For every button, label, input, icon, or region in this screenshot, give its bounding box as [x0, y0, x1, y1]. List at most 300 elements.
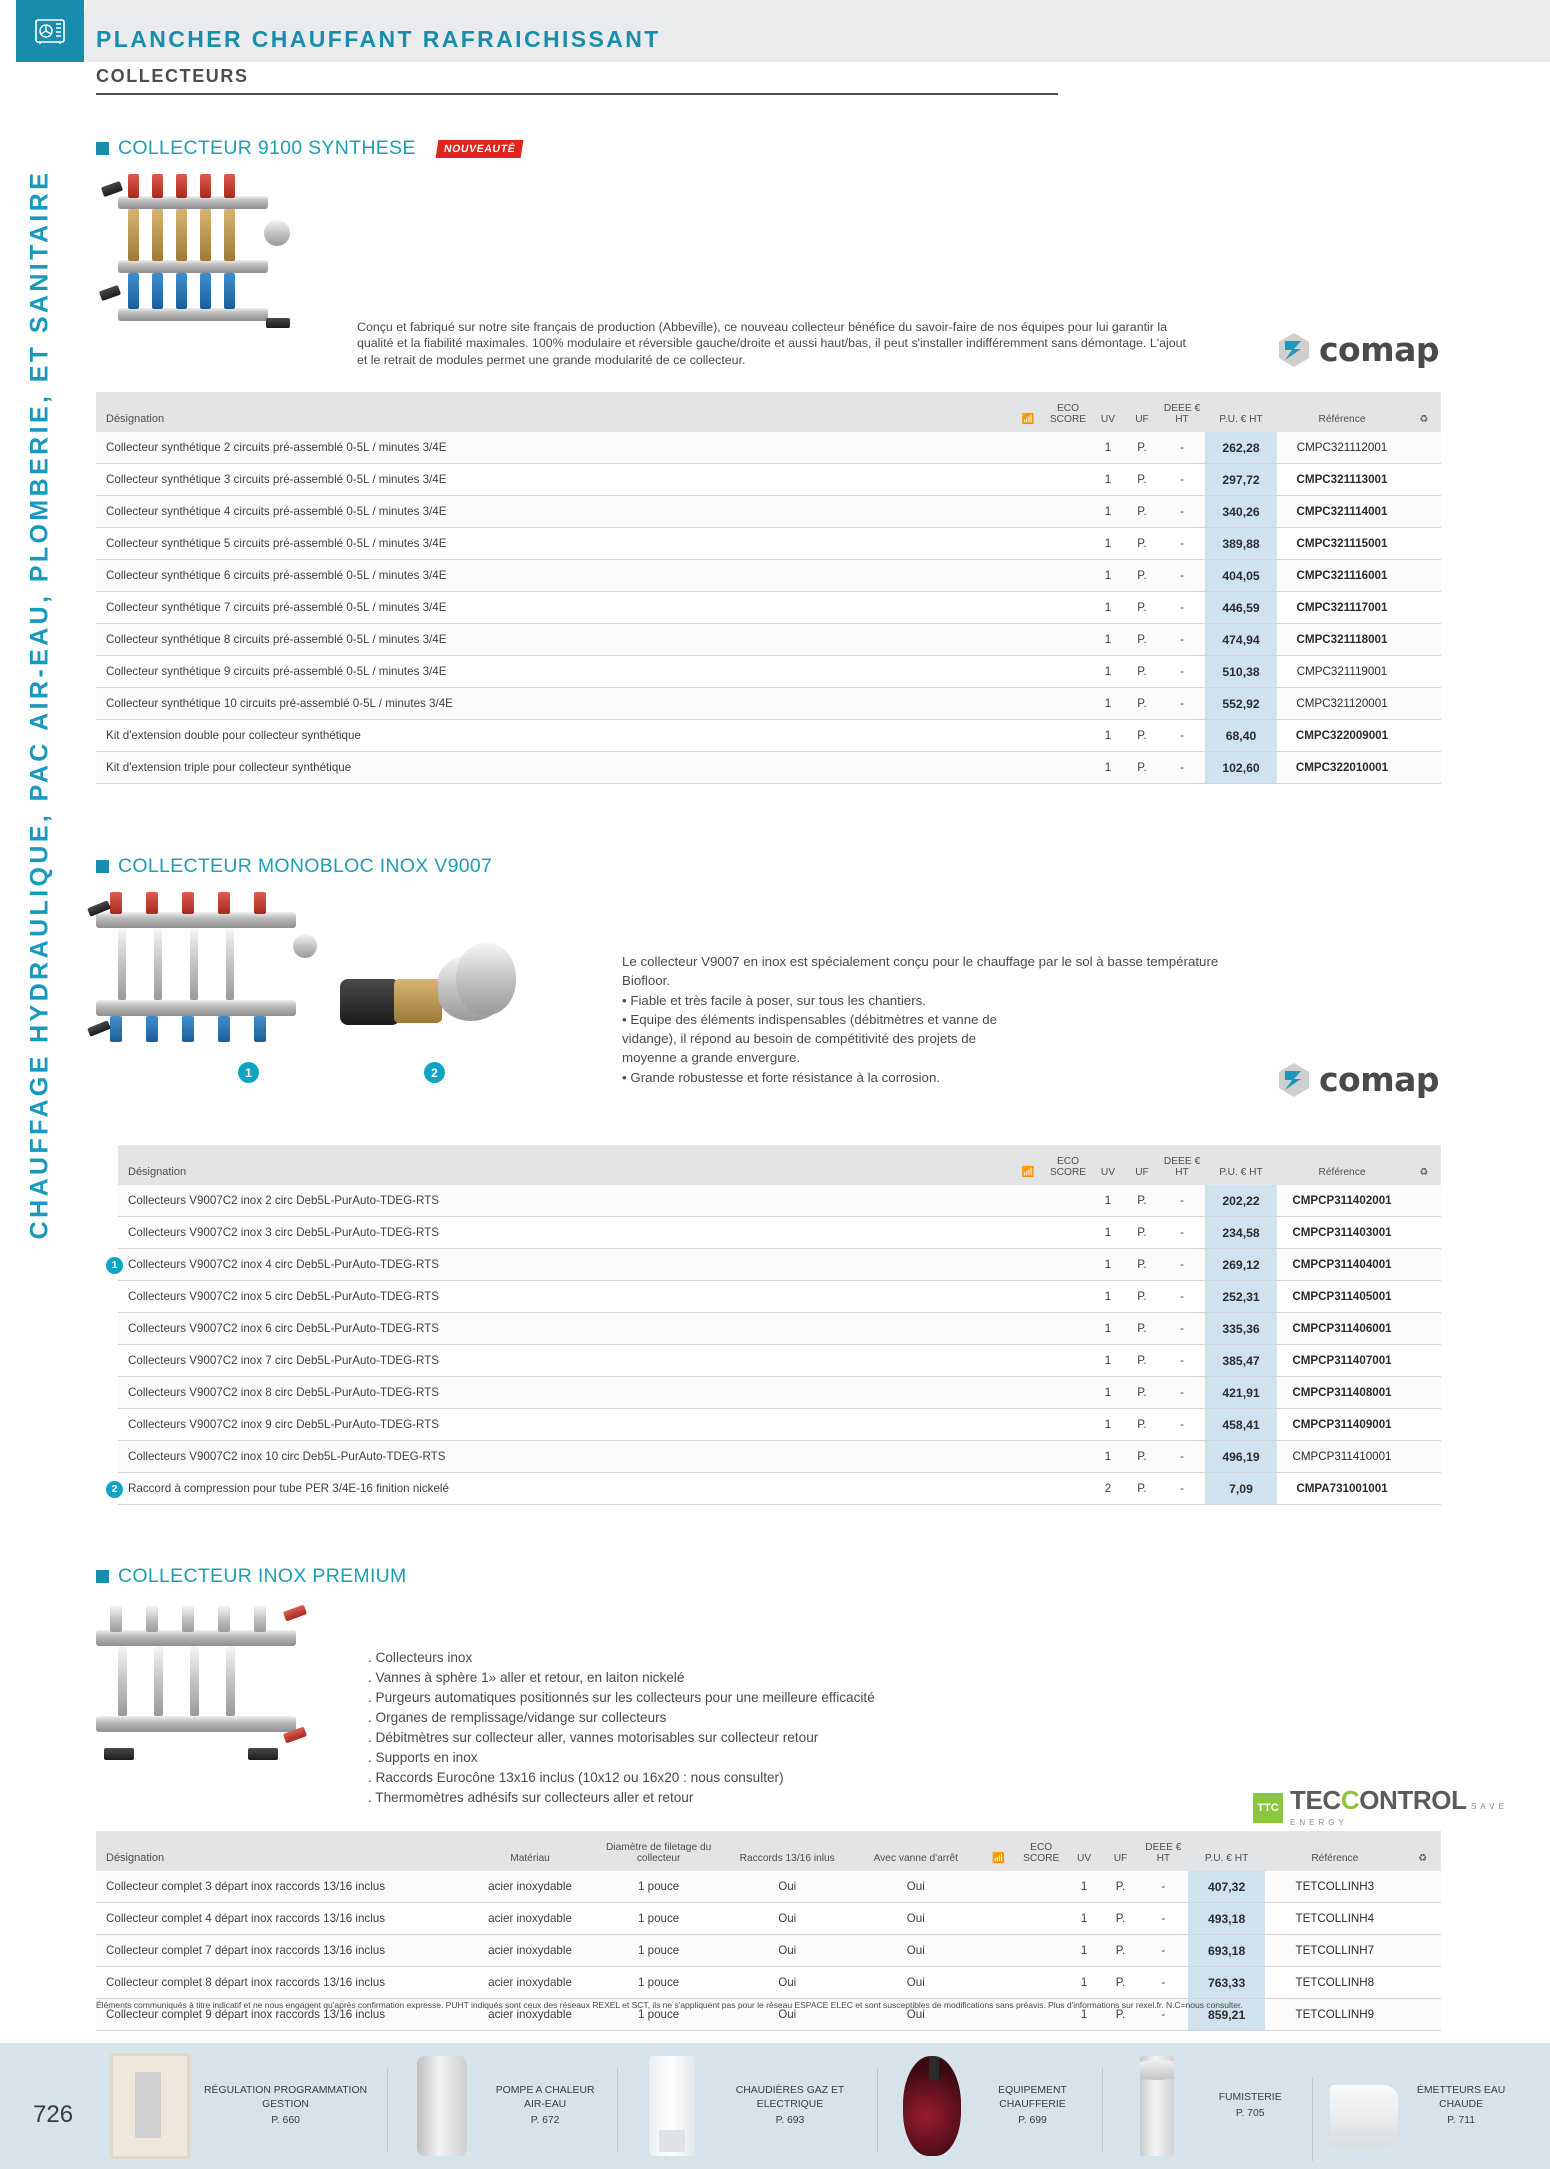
cell-recycle [1404, 1903, 1441, 1935]
cell-eco-score [1045, 720, 1091, 752]
description-line-2: Biofloor. [622, 973, 671, 989]
cell-price: 458,41 [1205, 1409, 1277, 1441]
cell-uv: 1 [1091, 1345, 1125, 1377]
cell-spacer [496, 528, 1011, 560]
cell-spacer [496, 560, 1011, 592]
cell-spacer [518, 1409, 1011, 1441]
cell-reference: CMPC322009001 [1277, 720, 1407, 752]
cell-deee: - [1159, 1313, 1205, 1345]
cell-price: 421,91 [1205, 1377, 1277, 1409]
cell-deee: - [1159, 1377, 1205, 1409]
cell-spacer [496, 752, 1011, 784]
cell-designation: Collecteur complet 8 départ inox raccords 13/16 inclus [96, 1967, 466, 1999]
cell-eco-icon [980, 1967, 1016, 1999]
cell-diametre: 1 pouce [594, 1999, 723, 2031]
cell-eco-score [1045, 1377, 1091, 1409]
cell-reference: CMPC322010001 [1277, 752, 1407, 784]
description-text: Conçu et fabriqué sur notre site français de production (Abbeville), ce nouveau collecteur bénéfice du savoir-faire de nos équipes pour lui garantir la qualité et la fiabilité maximales. 100% modulaire et réversible gauche/droite et aussi haut/bas, il peut s'installer indifféremment sans démontage. L'ajout et le retrait de modules permet une grande modularité de ce collecteur. [357, 320, 1186, 367]
cell-raccords: Oui [723, 1999, 852, 2031]
cell-price: 496,19 [1205, 1441, 1277, 1473]
cell-eco-score [1045, 592, 1091, 624]
section-description-collecteur-9100 [357, 319, 1187, 368]
cell-price: 389,88 [1205, 528, 1277, 560]
comap-mark-icon [1277, 1062, 1311, 1098]
cell-designation: Collecteur synthétique 7 circuits pré-assemblé 0-5L / minutes 3/4E [96, 592, 496, 624]
cell-eco-icon [1011, 624, 1045, 656]
table-row [96, 592, 1441, 624]
cell-uf: P. [1102, 1903, 1138, 1935]
footer-item-pompe-a-chaleur[interactable] [387, 2056, 617, 2156]
cell-spacer [518, 1473, 1011, 1505]
cell-reference: CMPC321113001 [1277, 464, 1407, 496]
cell-recycle [1407, 1249, 1441, 1281]
cell-materiau: acier inoxydable [466, 1935, 595, 1967]
feature-item: . Raccords Eurocône 13x16 inclus (10x12 ou 16x20 : nous consulter) [368, 1769, 784, 1785]
cell-uf: P. [1125, 464, 1159, 496]
header-designation: Désignation [118, 1145, 518, 1185]
cell-reference: CMPC321120001 [1277, 688, 1407, 720]
header-diametre: Diamètre de filetage du collecteur [594, 1831, 723, 1871]
cell-vanne: Oui [852, 1935, 981, 1967]
comap-logo-1 [1277, 330, 1439, 369]
cell-eco-score [1045, 464, 1091, 496]
boiler-thumb-icon [649, 2056, 695, 2156]
cell-eco-score [1045, 1217, 1091, 1249]
cell-deee: - [1159, 624, 1205, 656]
cell-uv: 1 [1066, 1999, 1102, 2031]
description-line-6: moyenne a grande envergure. [622, 1050, 801, 1066]
table-row [96, 720, 1441, 752]
cell-recycle [1404, 1871, 1441, 1903]
cell-uv: 1 [1091, 528, 1125, 560]
cell-uv: 1 [1091, 1377, 1125, 1409]
cell-designation [111, 1249, 518, 1281]
cell-designation [118, 1281, 518, 1313]
cell-designation: Collecteur complet 9 départ inox raccords 13/16 inclus [96, 1999, 466, 2031]
cell-price: 510,38 [1205, 656, 1277, 688]
cell-price: 446,59 [1205, 592, 1277, 624]
comap-logo-2 [1277, 1060, 1439, 1099]
cell-eco-score [1045, 1409, 1091, 1441]
cell-price: 859,21 [1188, 1999, 1265, 2031]
cell-reference: CMPCP311404001 [1277, 1249, 1407, 1281]
cell-eco-score [1045, 752, 1091, 784]
teccontrol-mark-icon: TTC [1253, 1793, 1283, 1823]
description-line-4: • Equipe des éléments indispensables (débitmètres et vanne de [622, 1011, 997, 1027]
cell-uv: 1 [1066, 1935, 1102, 1967]
radiator-thumb-icon [1330, 2085, 1398, 2147]
cell-recycle [1407, 1345, 1441, 1377]
recycle-icon: ♻ [1407, 1145, 1441, 1185]
table-row [96, 624, 1441, 656]
footer-item-emetteurs[interactable] [1312, 2065, 1530, 2147]
recycle-icon: ♻ [1404, 1831, 1441, 1871]
cell-spacer [496, 720, 1011, 752]
cell-deee: - [1159, 1473, 1205, 1505]
cell-eco-icon [1011, 688, 1045, 720]
cell-uv: 1 [1091, 688, 1125, 720]
cell-price: 552,92 [1205, 688, 1277, 720]
wifi-icon: 📶 [1011, 392, 1045, 432]
cell-uf: P. [1125, 432, 1159, 464]
cell-price: 68,40 [1205, 720, 1277, 752]
table-row [96, 1903, 1441, 1935]
cell-uv: 1 [1091, 496, 1125, 528]
table-row [118, 1185, 1441, 1217]
cell-recycle [1407, 1377, 1441, 1409]
cell-price: 763,33 [1188, 1967, 1265, 1999]
legal-disclaimer: Éléments communiqués à titre indicatif et ne nous engagent qu'après confirmation expresse. PUHT indiqués sont ceux des réseaux REXEL et SCT, ils ne s'appliquent pas pour le réseau ESPACE ELEC et sont susceptibles de modifications sans préavis. Plus d'informations sur rexel.fr. N.C=nous consulter. [96, 2000, 1243, 2010]
cell-reference: TETCOLLINH9 [1265, 1999, 1404, 2031]
cell-uf: P. [1125, 1249, 1159, 1281]
cell-uf: P. [1125, 1185, 1159, 1217]
header-reference: Référence [1265, 1831, 1404, 1871]
cell-spacer [518, 1441, 1011, 1473]
feature-item: . Collecteurs inox [368, 1650, 473, 1665]
cell-eco-icon [980, 1871, 1016, 1903]
cell-eco-icon [1011, 464, 1045, 496]
cell-vanne: Oui [852, 1999, 981, 2031]
cell-recycle [1407, 752, 1441, 784]
cell-designation: Kit d'extension double pour collecteur synthétique [96, 720, 496, 752]
footer-item-equipement-chaufferie[interactable] [877, 2056, 1102, 2156]
table-header-row [96, 392, 1441, 432]
cell-deee: - [1159, 496, 1205, 528]
cell-designation [118, 1377, 518, 1409]
cell-recycle [1407, 496, 1441, 528]
cell-vanne: Oui [852, 1967, 981, 1999]
callout-badge-2: 2 [106, 1481, 123, 1498]
cell-price: 407,32 [1188, 1871, 1265, 1903]
cell-uv: 1 [1091, 720, 1125, 752]
cell-spacer [518, 1377, 1011, 1409]
footer-item-page: P. 693 [775, 2115, 805, 2127]
table-row [96, 496, 1441, 528]
footer-item-chaudieres[interactable] [617, 2056, 877, 2156]
cell-uf: P. [1125, 528, 1159, 560]
table-row [118, 1249, 1441, 1281]
cell-designation: Collecteur synthétique 5 circuits pré-assemblé 0-5L / minutes 3/4E [96, 528, 496, 560]
table-row [96, 1967, 1441, 1999]
table-header-row [96, 1831, 1441, 1871]
cell-designation: Collecteur synthétique 10 circuits pré-assemblé 0-5L / minutes 3/4E [96, 688, 496, 720]
left-rail [0, 0, 66, 2020]
category-side-label: CHAUFFAGE HYDRAULIQUE, PAC AIR-EAU, PLOMBERIE, ET SANITAIRE [25, 169, 54, 1240]
cell-reference: CMPC321112001 [1277, 432, 1407, 464]
cell-price: 335,36 [1205, 1313, 1277, 1345]
cell-uv: 1 [1091, 464, 1125, 496]
cell-eco-icon [1011, 1217, 1045, 1249]
cell-reference: CMPC321116001 [1277, 560, 1407, 592]
cell-uv: 1 [1091, 1249, 1125, 1281]
cell-price: 7,09 [1205, 1473, 1277, 1505]
features-list-inox-premium [368, 1648, 875, 1808]
cell-reference: TETCOLLINH8 [1265, 1967, 1404, 1999]
nouveaute-badge: NOUVEAUTÉ [435, 140, 523, 158]
table-row [118, 1345, 1441, 1377]
designation-text: Collecteurs V9007C2 inox 8 circ Deb5L-PurAuto-TDEG-RTS [128, 1386, 440, 1399]
cell-deee: - [1159, 464, 1205, 496]
cell-recycle [1407, 1281, 1441, 1313]
cell-deee: - [1159, 1217, 1205, 1249]
cell-uf: P. [1102, 1967, 1138, 1999]
cell-eco-icon [1011, 752, 1045, 784]
cell-uv: 1 [1091, 560, 1125, 592]
feature-item: . Purgeurs automatiques positionnés sur les collecteurs pour une meilleure efficacité [368, 1689, 875, 1705]
cell-uf: P. [1125, 720, 1159, 752]
cell-eco-score [1045, 432, 1091, 464]
cell-uf: P. [1125, 656, 1159, 688]
cell-raccords: Oui [723, 1903, 852, 1935]
cell-uf: P. [1125, 1409, 1159, 1441]
wifi-icon: 📶 [980, 1831, 1016, 1871]
cell-designation [118, 1185, 518, 1217]
cell-uf: P. [1125, 688, 1159, 720]
cell-uv: 2 [1091, 1473, 1125, 1505]
footer-item-page: P. 660 [271, 2115, 300, 2127]
cell-recycle [1407, 528, 1441, 560]
product-table-collecteur-9100 [96, 392, 1441, 784]
cell-eco-score [1017, 1967, 1066, 1999]
cell-recycle [1404, 1935, 1441, 1967]
cell-uf: P. [1125, 752, 1159, 784]
cell-reference: CMPCP311407001 [1277, 1345, 1407, 1377]
square-bullet-icon [96, 860, 109, 873]
cell-recycle [1407, 1217, 1441, 1249]
cell-eco-icon [1011, 656, 1045, 688]
marker-1: 1 [238, 1062, 259, 1083]
cell-uf: P. [1102, 1871, 1138, 1903]
cell-designation: Collecteur complet 7 départ inox raccords 13/16 inclus [96, 1935, 466, 1967]
table-body-monobloc-inox [111, 1185, 1441, 1505]
heat-pump-thumb-icon [417, 2056, 467, 2156]
product-photo-collecteur-9100 [96, 168, 326, 358]
page-header [0, 0, 1550, 62]
cell-recycle [1407, 432, 1441, 464]
cell-eco-icon [980, 1903, 1016, 1935]
cell-designation [118, 1441, 518, 1473]
cell-recycle [1407, 624, 1441, 656]
recycle-icon: ♻ [1407, 392, 1441, 432]
cell-uv: 1 [1091, 432, 1125, 464]
teccontrol-wordmark: TECCONTROL [1290, 1785, 1467, 1815]
cell-eco-score [1045, 1185, 1091, 1217]
cell-eco-score [1045, 656, 1091, 688]
cell-designation [111, 1473, 518, 1505]
cell-uv: 1 [1091, 752, 1125, 784]
sub-header-divider [96, 93, 1058, 95]
cell-deee: - [1139, 1903, 1188, 1935]
header-uv: UV [1066, 1831, 1102, 1871]
cell-eco-score [1045, 688, 1091, 720]
heat-pump-icon [16, 0, 84, 62]
cell-reference: TETCOLLINH3 [1265, 1871, 1404, 1903]
cell-deee: - [1139, 1999, 1188, 2031]
cell-uv: 1 [1091, 1185, 1125, 1217]
footer-item-regulation[interactable] [110, 2053, 387, 2159]
cell-eco-score [1017, 1935, 1066, 1967]
table-row [96, 752, 1441, 784]
circulator-pump-thumb-icon [903, 2056, 961, 2156]
cell-raccords: Oui [723, 1935, 852, 1967]
section-title-inox-premium [96, 1565, 407, 1588]
cell-spacer [518, 1249, 1011, 1281]
cell-uv: 1 [1091, 1281, 1125, 1313]
cell-eco-icon [1011, 1281, 1045, 1313]
cell-deee: - [1159, 720, 1205, 752]
cell-reference: CMPCP311406001 [1277, 1313, 1407, 1345]
cell-uf: P. [1125, 1473, 1159, 1505]
cell-designation: Collecteur synthétique 6 circuits pré-assemblé 0-5L / minutes 3/4E [96, 560, 496, 592]
cell-reference: CMPCP311408001 [1277, 1377, 1407, 1409]
feature-item: . Organes de remplissage/vidange sur collecteurs [368, 1709, 667, 1725]
cell-deee: - [1159, 560, 1205, 592]
table-row [96, 1871, 1441, 1903]
cell-diametre: 1 pouce [594, 1871, 723, 1903]
cell-eco-score [1045, 496, 1091, 528]
sub-header [96, 62, 1058, 95]
header-deee: DEEE € HT [1159, 392, 1205, 432]
footer-item-fumisterie[interactable] [1102, 2056, 1312, 2156]
cell-eco-score [1045, 560, 1091, 592]
cell-uf: P. [1102, 1999, 1138, 2031]
comap-wordmark: comap [1319, 330, 1440, 369]
cell-designation: Collecteur synthétique 9 circuits pré-assemblé 0-5L / minutes 3/4E [96, 656, 496, 688]
footer-item-label: RÉGULATION PROGRAMMATION GESTION [204, 2084, 368, 2110]
table-row [118, 1473, 1441, 1505]
cell-eco-score [1045, 1473, 1091, 1505]
cell-spacer [518, 1345, 1011, 1377]
cell-spacer [496, 432, 1011, 464]
table-row [96, 560, 1441, 592]
designation-text: Collecteurs V9007C2 inox 10 circ Deb5L-PurAuto-TDEG-RTS [128, 1450, 446, 1463]
cell-materiau: acier inoxydable [466, 1903, 595, 1935]
section-title-collecteur-9100 [96, 137, 522, 160]
table-row [96, 432, 1441, 464]
cell-eco-score [1017, 1871, 1066, 1903]
designation-text: Collecteurs V9007C2 inox 2 circ Deb5L-PurAuto-TDEG-RTS [128, 1194, 440, 1207]
cell-spacer [518, 1313, 1011, 1345]
cell-uf: P. [1125, 1313, 1159, 1345]
cell-uv: 1 [1091, 1217, 1125, 1249]
teccontrol-tagline: SAVE ENERGY [1290, 1802, 1508, 1827]
table-body-collecteur-9100 [96, 432, 1441, 784]
table-row [118, 1441, 1441, 1473]
header-eco-score: ECO SCORE [1045, 392, 1091, 432]
cell-eco-icon [1011, 1345, 1045, 1377]
cell-spacer [496, 624, 1011, 656]
header-reference: Référence [1277, 392, 1407, 432]
product-table-monobloc-inox [111, 1145, 1441, 1505]
cell-deee: - [1159, 1441, 1205, 1473]
cell-designation [118, 1345, 518, 1377]
cell-uf: P. [1125, 624, 1159, 656]
cell-reference: CMPCP311405001 [1277, 1281, 1407, 1313]
page-title: PLANCHER CHAUFFANT RAFRAICHISSANT [96, 26, 661, 52]
cell-reference: CMPCP311409001 [1277, 1409, 1407, 1441]
cell-deee: - [1139, 1967, 1188, 1999]
table-row [118, 1409, 1441, 1441]
cell-spacer [518, 1217, 1011, 1249]
footer-item-page: P. 705 [1235, 2108, 1265, 2119]
footer-item-page: P. 672 [530, 2115, 560, 2127]
cell-reference: CMPC321118001 [1277, 624, 1407, 656]
cell-recycle [1407, 464, 1441, 496]
cell-price: 269,12 [1205, 1249, 1277, 1281]
cell-uv: 1 [1091, 592, 1125, 624]
cell-recycle [1407, 1473, 1441, 1505]
cell-uv: 1 [1066, 1967, 1102, 1999]
page-footer [0, 2043, 1550, 2169]
cell-price: 297,72 [1205, 464, 1277, 496]
cell-uf: P. [1125, 1281, 1159, 1313]
cell-uv: 1 [1091, 656, 1125, 688]
comap-wordmark: comap [1319, 1060, 1440, 1099]
cell-eco-icon [1011, 1313, 1045, 1345]
cell-designation: Collecteur complet 4 départ inox raccords 13/16 inclus [96, 1903, 466, 1935]
comap-mark-icon [1277, 332, 1311, 368]
table-row [96, 464, 1441, 496]
cell-deee: - [1139, 1871, 1188, 1903]
cell-recycle [1404, 1967, 1441, 1999]
description-line-1: Le collecteur V9007 en inox est spécialement conçu pour le chauffage par le sol à basse température [622, 954, 1219, 969]
cell-eco-score [1045, 528, 1091, 560]
header-uf: UF [1125, 1145, 1159, 1185]
header-pu: P.U. € HT [1205, 392, 1277, 432]
cell-spacer [518, 1281, 1011, 1313]
cell-spacer [496, 496, 1011, 528]
cell-reference: CMPCP311402001 [1277, 1185, 1407, 1217]
description-line-7: • Grande robustesse et forte résistance à la corrosion. [622, 1069, 941, 1085]
cell-designation [118, 1409, 518, 1441]
feature-item: . Supports en inox [368, 1749, 478, 1765]
cell-spacer [518, 1185, 1011, 1217]
cell-uf: P. [1125, 592, 1159, 624]
cell-uf: P. [1102, 1935, 1138, 1967]
cell-price: 693,18 [1188, 1935, 1265, 1967]
cell-deee: - [1159, 752, 1205, 784]
cell-eco-score [1045, 624, 1091, 656]
cell-recycle [1407, 656, 1441, 688]
header-uf: UF [1102, 1831, 1138, 1871]
header-designation: Désignation [96, 1831, 466, 1871]
section-label: COLLECTEUR MONOBLOC INOX V9007 [118, 855, 493, 877]
cell-eco-icon [1011, 1185, 1045, 1217]
header-deee: DEEE € HT [1159, 1145, 1205, 1185]
designation-text: Collecteurs V9007C2 inox 6 circ Deb5L-PurAuto-TDEG-RTS [128, 1322, 440, 1335]
cell-price: 404,05 [1205, 560, 1277, 592]
header-eco-score: ECO SCORE [1045, 1145, 1091, 1185]
cell-price: 474,94 [1205, 624, 1277, 656]
feature-item: . Thermomètres adhésifs sur collecteurs aller et retour [368, 1789, 694, 1805]
cell-deee: - [1159, 432, 1205, 464]
sub-header-title: COLLECTEURS [96, 66, 249, 86]
header-vanne: Avec vanne d'arrêt [852, 1831, 981, 1871]
product-photo-monobloc-inox [88, 888, 348, 1088]
cell-materiau: acier inoxydable [466, 1871, 595, 1903]
cell-designation [118, 1313, 518, 1345]
cell-uf: P. [1125, 496, 1159, 528]
description-line-5: vidange), il répond au besoin de compétitivité des projets de [622, 1031, 977, 1047]
flue-thumb-icon [1140, 2056, 1174, 2156]
page-number: 726 [33, 2101, 74, 2128]
header-uv: UV [1091, 1145, 1125, 1185]
cell-uv: 1 [1066, 1903, 1102, 1935]
cell-designation: Collecteur synthétique 2 circuits pré-assemblé 0-5L / minutes 3/4E [96, 432, 496, 464]
cell-deee: - [1159, 592, 1205, 624]
table-row [118, 1313, 1441, 1345]
cell-eco-icon [1011, 1249, 1045, 1281]
